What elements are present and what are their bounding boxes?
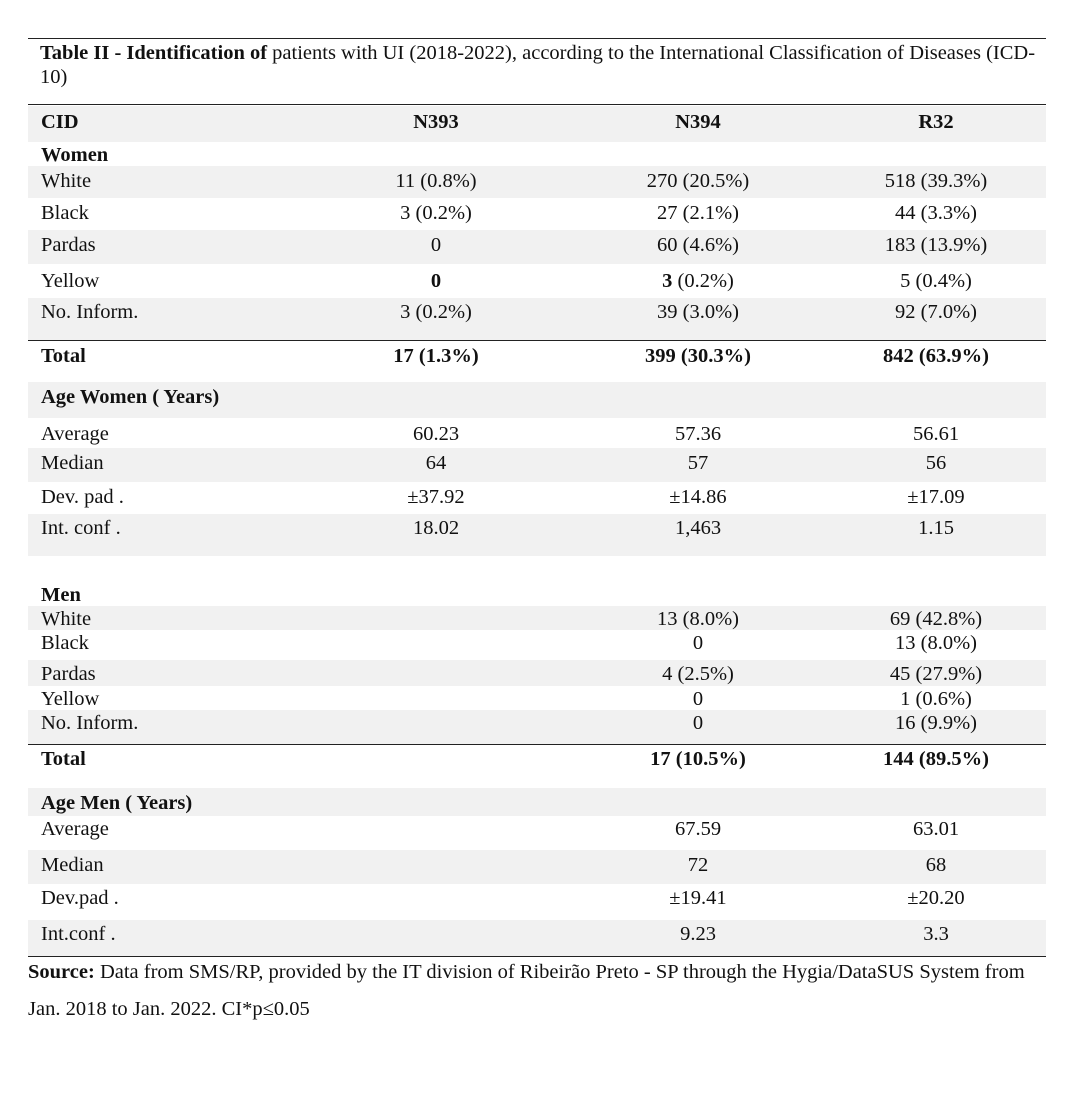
section-women-label: Women xyxy=(41,144,109,166)
cell-r32: 69 (42.8%) xyxy=(889,608,983,630)
table-row xyxy=(28,230,1046,264)
cell-n393: 3 (0.2%) xyxy=(400,202,472,224)
cell-n394 xyxy=(628,264,768,298)
cell-n393: 17 (1.3%) xyxy=(393,345,479,367)
row-label: Dev. pad . xyxy=(41,486,124,508)
row-label: Black xyxy=(41,632,89,654)
cell-r32: 56 xyxy=(925,452,947,474)
table-row xyxy=(28,920,1046,956)
row-label: Yellow xyxy=(41,270,100,292)
table-row xyxy=(28,448,1046,482)
table-row xyxy=(28,166,1046,198)
caption-text: patients with UI (2018-2022), according to the International Classification of Diseases (ICD-10) xyxy=(40,42,1036,88)
cell-r32: ±17.09 xyxy=(907,486,965,508)
row-label: Int. conf . xyxy=(41,517,121,539)
section-age-women xyxy=(28,382,1046,418)
cell-r32: 63.01 xyxy=(912,818,960,840)
cell-n394: 1,463 xyxy=(674,517,722,539)
row-label: Pardas xyxy=(41,234,96,256)
cell-n394: 72 xyxy=(687,854,709,876)
cell-n394: 0 xyxy=(692,712,704,734)
table-row xyxy=(28,606,1046,630)
cell-r32: 3.3 xyxy=(923,923,949,945)
row-label: White xyxy=(41,170,92,192)
table-source-note xyxy=(28,954,1046,1028)
header-n394: N394 xyxy=(675,111,721,133)
source-text: Data from SMS/RP, provided by the IT division of Ribeirão Preto - SP through the Hygia/DataSUS System from Jan. 2018 to Jan. 2022. CI*p≤0.05 xyxy=(28,961,1025,1020)
table-row xyxy=(28,816,1046,850)
header-cid: CID xyxy=(41,111,79,133)
cell-n394: 57.36 xyxy=(674,423,722,445)
cell-n393: 18.02 xyxy=(412,517,460,539)
table-header-row xyxy=(28,106,1046,142)
header-n393: N393 xyxy=(413,111,459,133)
cell-n394: ±19.41 xyxy=(669,887,727,909)
table-row xyxy=(28,686,1046,710)
table-row xyxy=(28,298,1046,340)
cell-r32: 92 (7.0%) xyxy=(895,301,977,323)
table-row xyxy=(28,264,1046,298)
table-row xyxy=(28,514,1046,556)
cell-n394: 27 (2.1%) xyxy=(657,202,739,224)
row-label: Average xyxy=(41,818,109,840)
cell-r32: 5 (0.4%) xyxy=(900,270,972,292)
cell-n393: 0 xyxy=(430,234,442,256)
total-rule-men xyxy=(28,744,1046,745)
cell-r32: 1.15 xyxy=(918,517,954,539)
cell-n394: 60 (4.6%) xyxy=(657,234,739,256)
table-caption xyxy=(40,41,1040,89)
row-label: Median xyxy=(41,452,104,474)
row-label: Median xyxy=(41,854,104,876)
caption-rule xyxy=(28,104,1046,105)
cell-r32: 518 (39.3%) xyxy=(884,170,988,192)
table-row xyxy=(28,482,1046,514)
cell-n394: 0 xyxy=(692,688,704,710)
table-row xyxy=(28,710,1046,744)
cell-r32: 183 (13.9%) xyxy=(884,234,988,256)
total-row-women xyxy=(28,342,1046,382)
cell-r32: 16 (9.9%) xyxy=(895,712,977,734)
cell-n394: 0 xyxy=(692,632,704,654)
row-label: No. Inform. xyxy=(41,301,139,323)
cell-n394: 39 (3.0%) xyxy=(657,301,739,323)
row-label: White xyxy=(41,608,92,630)
cell-n393: 60.23 xyxy=(412,423,460,445)
caption-label: Table II - Identification of xyxy=(40,42,268,64)
cell-n394: 57 xyxy=(687,452,709,474)
cell-n394: 9.23 xyxy=(680,923,716,945)
total-rule-women xyxy=(28,340,1046,341)
row-label: Total xyxy=(41,748,86,770)
table-row xyxy=(28,850,1046,884)
cell-n394-bold: 3 xyxy=(662,270,673,292)
row-label: Dev.pad . xyxy=(41,887,119,909)
row-label: Total xyxy=(41,345,86,367)
section-age-men xyxy=(28,788,1046,816)
row-label: Black xyxy=(41,202,89,224)
cell-r32: 1 (0.6%) xyxy=(900,688,972,710)
section-women xyxy=(28,142,1046,168)
row-label: Average xyxy=(41,423,109,445)
cell-r32: 56.61 xyxy=(912,423,960,445)
row-label: Yellow xyxy=(41,688,100,710)
table-row xyxy=(28,418,1046,448)
cell-r32: 842 (63.9%) xyxy=(883,345,989,367)
table-row xyxy=(28,660,1046,686)
cell-r32: 45 (27.9%) xyxy=(889,663,983,685)
top-rule xyxy=(28,38,1046,39)
table-row xyxy=(28,884,1046,920)
row-label: Int.conf . xyxy=(41,923,116,945)
cell-n394: 399 (30.3%) xyxy=(645,345,751,367)
cell-n394: 17 (10.5%) xyxy=(650,748,746,770)
cell-r32: 68 xyxy=(925,854,947,876)
cell-n394: 13 (8.0%) xyxy=(657,608,739,630)
header-r32: R32 xyxy=(918,111,954,133)
section-age-women-label: Age Women ( Years) xyxy=(41,386,220,408)
row-label: No. Inform. xyxy=(41,712,139,734)
total-row-men xyxy=(28,746,1046,788)
cell-n393: 64 xyxy=(425,452,447,474)
cell-n393: 3 (0.2%) xyxy=(400,301,472,323)
cell-r32: 13 (8.0%) xyxy=(895,632,977,654)
source-label: Source: xyxy=(28,961,95,983)
table-row xyxy=(28,630,1046,660)
section-age-men-label: Age Men ( Years) xyxy=(41,792,193,814)
cell-n394: ±14.86 xyxy=(669,486,727,508)
cell-r32: ±20.20 xyxy=(907,887,965,909)
cell-n394: 4 (2.5%) xyxy=(662,663,734,685)
cell-n393: 0 xyxy=(430,270,442,292)
table-row xyxy=(28,198,1046,230)
section-men xyxy=(28,582,1046,606)
cell-r32: 44 (3.3%) xyxy=(895,202,977,224)
cell-n394: 67.59 xyxy=(674,818,722,840)
cell-n394: 270 (20.5%) xyxy=(646,170,750,192)
section-men-label: Men xyxy=(41,584,81,606)
cell-n393: 11 (0.8%) xyxy=(395,170,477,192)
cell-r32: 144 (89.5%) xyxy=(883,748,989,770)
cell-n393: ±37.92 xyxy=(407,486,465,508)
cell-n394-rest: (0.2%) xyxy=(672,270,734,292)
row-label: Pardas xyxy=(41,663,96,685)
